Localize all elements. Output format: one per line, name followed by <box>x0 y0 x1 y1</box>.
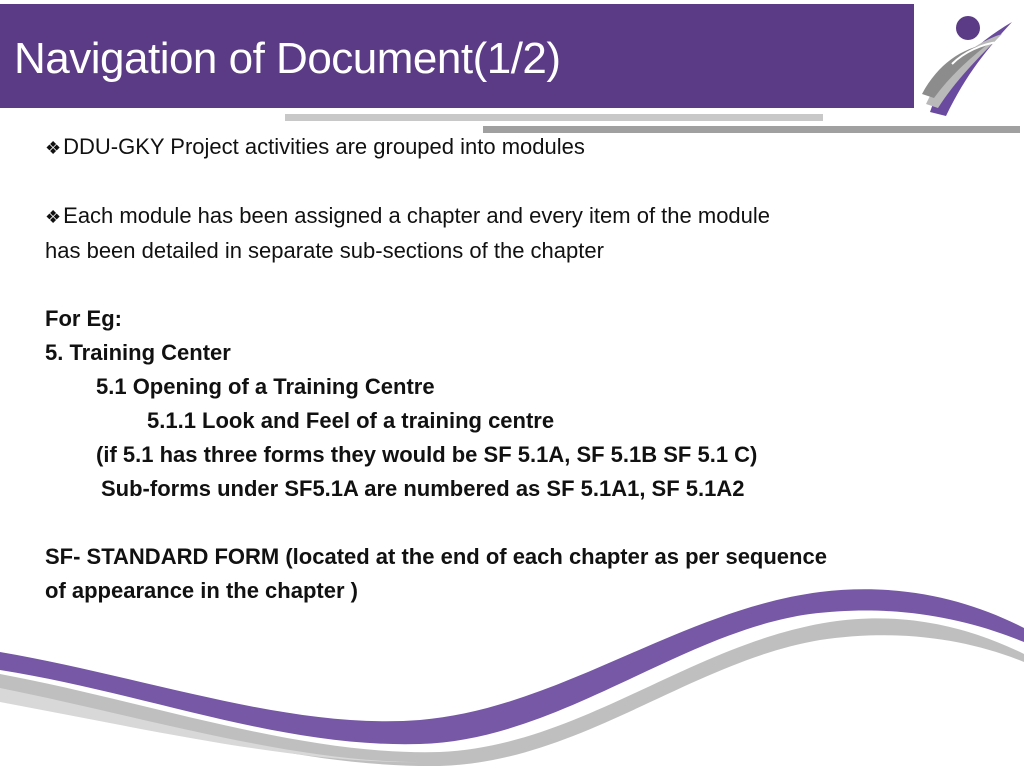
slide-body <box>45 130 925 608</box>
title-bar <box>0 4 914 108</box>
diamond-bullet-icon: ❖ <box>45 207 62 227</box>
bullet-text-2-line2: has been detailed in separate sub-sections of the chapter <box>45 238 604 263</box>
bullet-text-1: DDU-GKY Project activities are grouped into modules <box>63 134 585 159</box>
bullet-text-2-line1: Each module has been assigned a chapter and every item of the module <box>63 203 771 228</box>
example-heading: For Eg: <box>45 306 122 331</box>
decorative-rule-light <box>285 114 823 121</box>
diamond-bullet-icon: ❖ <box>45 138 62 158</box>
logo-icon <box>912 4 1024 122</box>
subforms-note: Sub-forms under SF5.1A are numbered as SF 5.1A1, SF 5.1A2 <box>101 476 745 501</box>
bullet-point-1 <box>45 130 925 165</box>
chapter-example: 5. Training Center <box>45 340 231 365</box>
decorative-wave <box>0 570 1024 768</box>
standard-form-line1: SF- STANDARD FORM (located at the end of each chapter as per sequence <box>45 544 827 569</box>
subsection-example: 5.1.1 Look and Feel of a training centre <box>147 408 555 433</box>
section-example: 5.1 Opening of a Training Centre <box>96 374 435 399</box>
slide-title: Navigation of Document(1/2) <box>14 34 561 83</box>
standard-form-line2: of appearance in the chapter ) <box>45 578 358 603</box>
bullet-point-2 <box>45 199 925 234</box>
forms-note: (if 5.1 has three forms they would be SF 5.1A, SF 5.1B SF 5.1 C) <box>96 442 758 467</box>
